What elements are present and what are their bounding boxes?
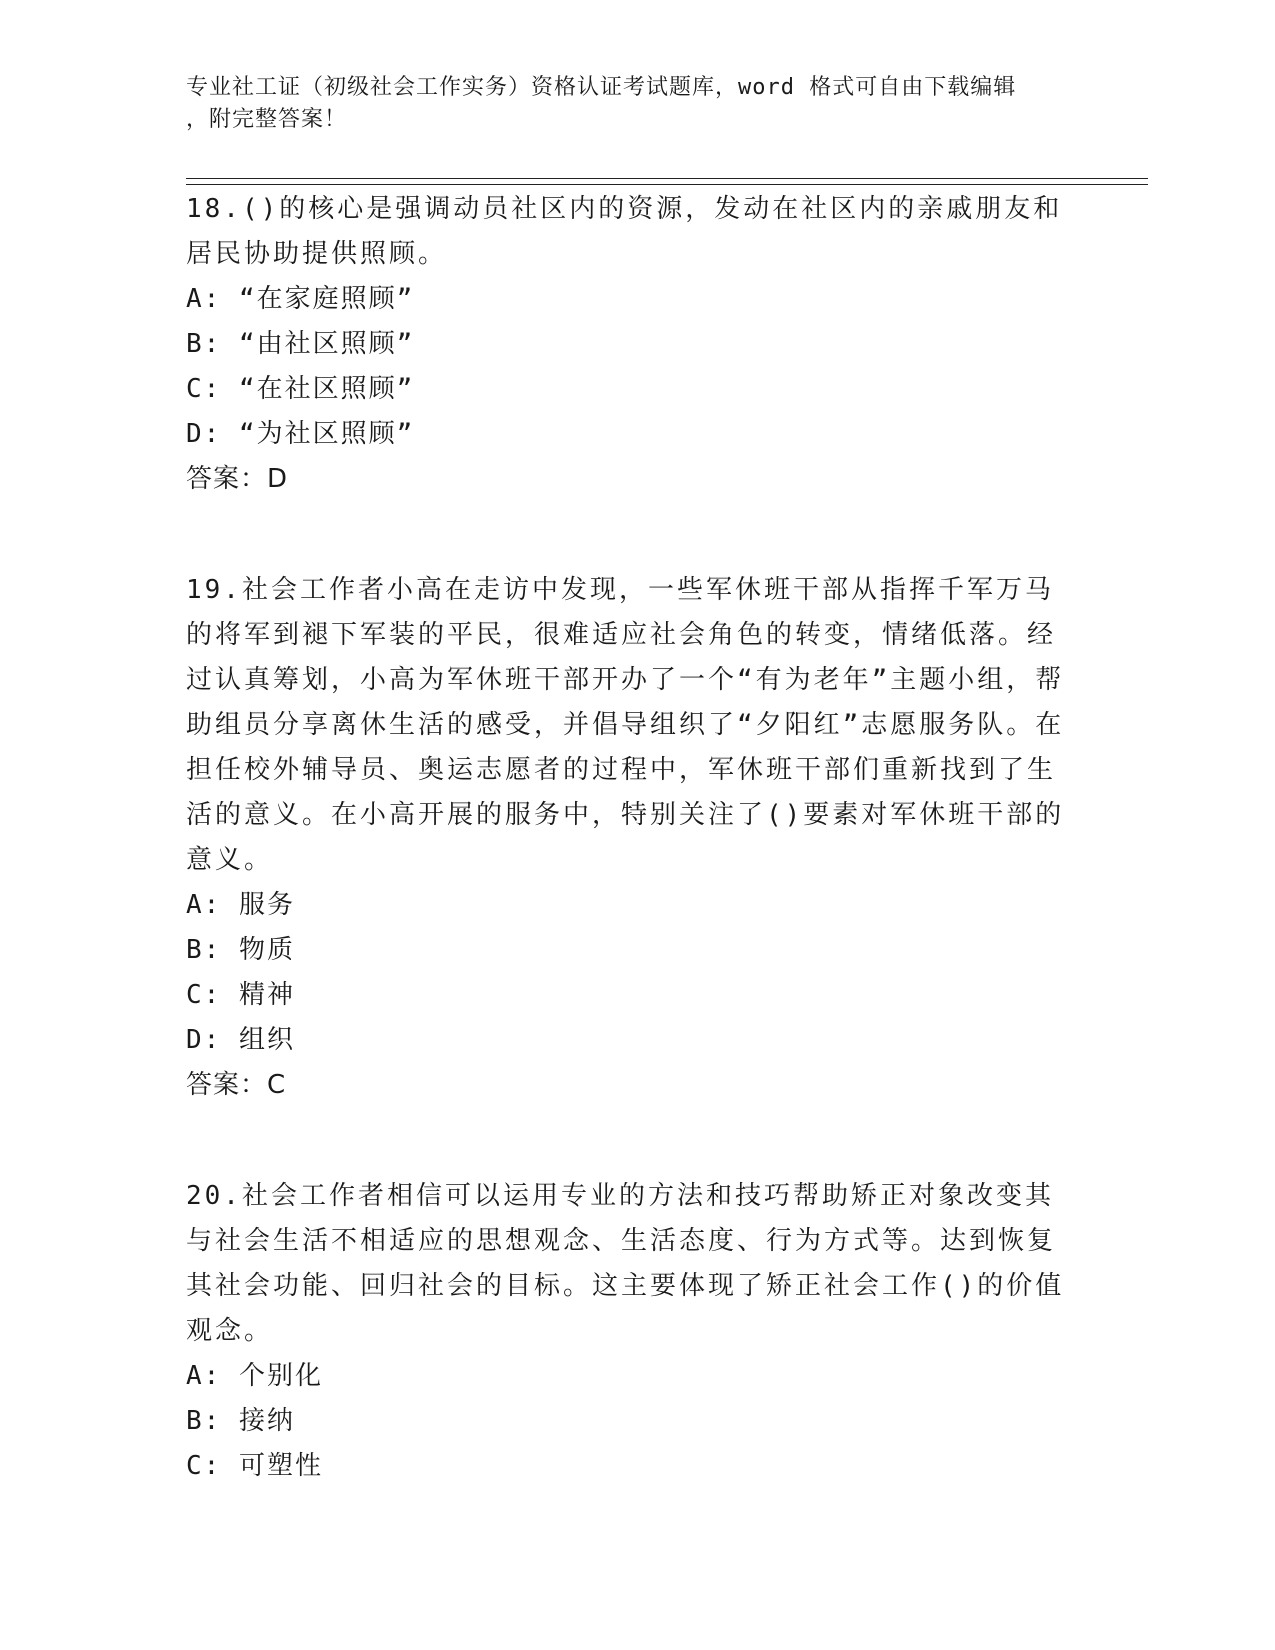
answer-value: D <box>267 464 289 494</box>
question-18 <box>186 187 1066 502</box>
option-c: C: “在社区照顾” <box>186 374 415 404</box>
question-stem: 20.社会工作者相信可以运用专业的方法和技巧帮助矫正对象改变其与社会生活不相适应的思想观念、生活态度、行为方式等。达到恢复其社会功能、回归社会的目标。这主要体现了矫正社会工作()的价值观念。 <box>186 1181 1065 1346</box>
option-a: A: 服务 <box>186 890 295 920</box>
option-d: D: “为社区照顾” <box>186 419 415 449</box>
option-b: B: 接纳 <box>186 1406 295 1436</box>
option-d: D: 组织 <box>186 1025 295 1055</box>
answer-line <box>186 457 1066 502</box>
option-b: B: “由社区照顾” <box>186 329 415 359</box>
option-a: A: 个别化 <box>186 1361 323 1391</box>
answer-value: C <box>267 1070 287 1100</box>
option-c: C: 可塑性 <box>186 1451 323 1481</box>
answer-line <box>186 1063 1066 1108</box>
header-title-line-1: 专业社工证（初级社会工作实务）资格认证考试题库，word 格式可自由下载编辑 <box>186 75 1017 100</box>
option-b: B: 物质 <box>186 935 295 965</box>
document-header <box>186 72 1066 136</box>
header-divider <box>186 178 1148 185</box>
header-title-line-2: ，附完整答案！ <box>186 107 348 132</box>
question-stem: 19.社会工作者小高在走访中发现，一些军休班干部从指挥千军万马的将军到褪下军装的平民，很难适应社会角色的转变，情绪低落。经过认真筹划，小高为军休班干部开办了一个“有为老年”主题小组，帮助组员分享离休生活的感受，并倡导组织了“夕阳红”志愿服务队。在担任校外辅导员、奥运志愿者的过程中，军休班干部们重新找到了生活的意义。在小高开展的服务中，特别关注了()要素对军休班干部的意义。 <box>186 575 1065 875</box>
option-c: C: 精神 <box>186 980 295 1010</box>
answer-label: 答案： <box>186 1070 268 1100</box>
answer-label: 答案： <box>186 464 268 494</box>
question-20 <box>186 1174 1066 1489</box>
question-19 <box>186 568 1066 1108</box>
option-a: A: “在家庭照顾” <box>186 284 415 314</box>
question-stem: 18.()的核心是强调动员社区内的资源，发动在社区内的亲戚朋友和居民协助提供照顾。 <box>186 194 1063 269</box>
question-list <box>186 187 1066 1555</box>
